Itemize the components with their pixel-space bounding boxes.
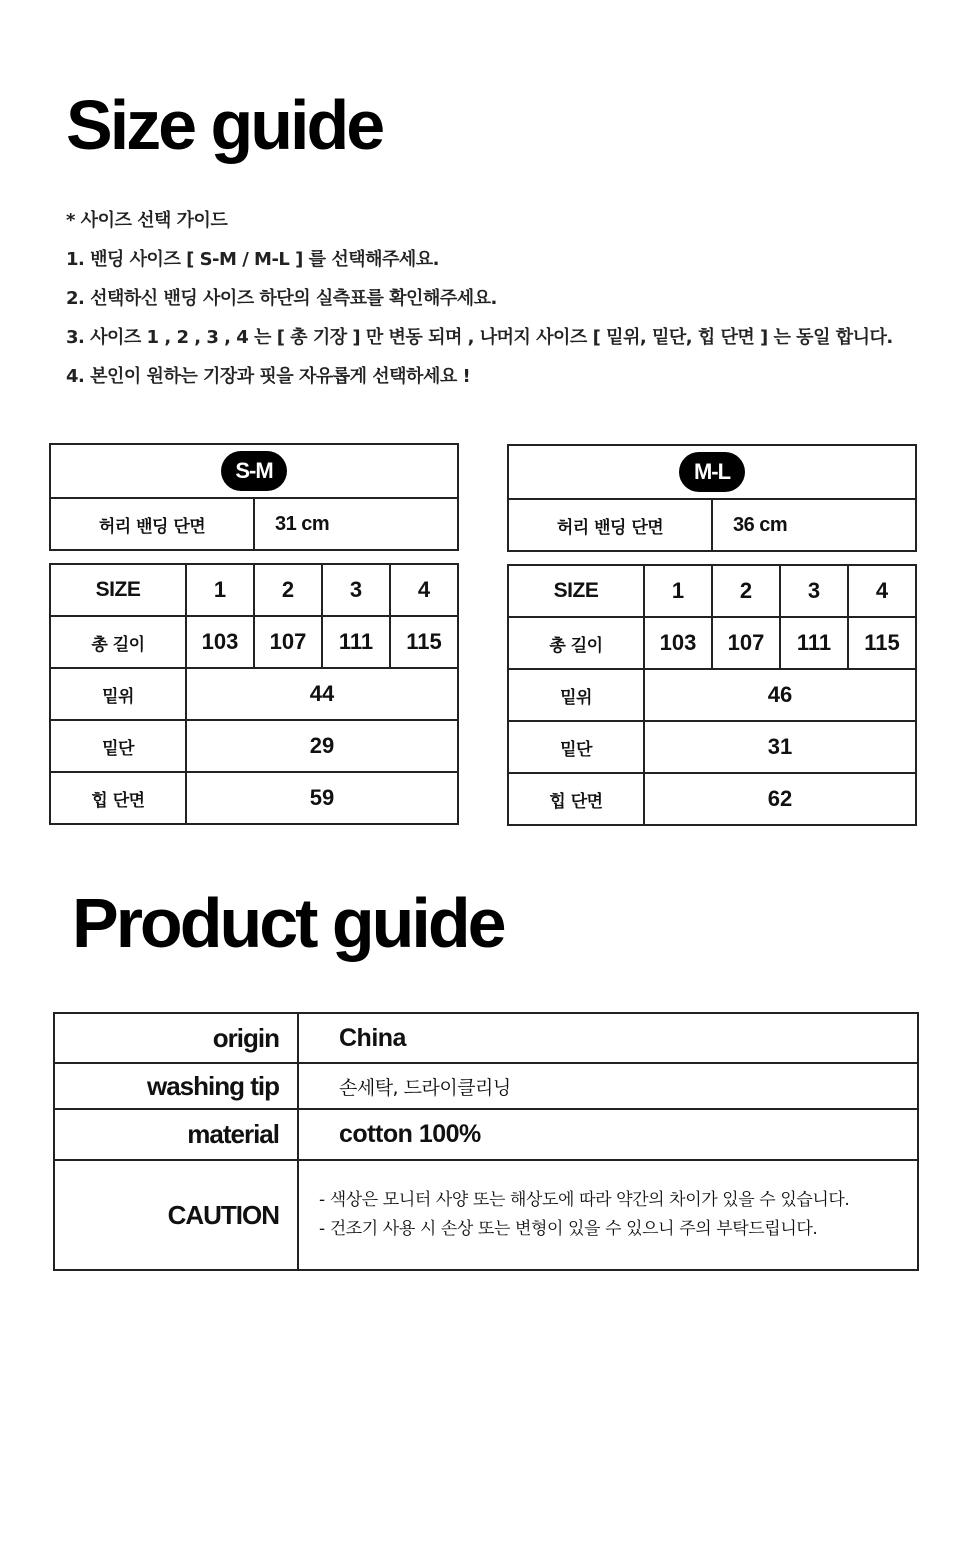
product-info-table: [53, 1012, 919, 1271]
table-row: [508, 565, 916, 617]
size-header-3: 3: [322, 564, 390, 616]
table-row: [50, 772, 458, 824]
size-header-2: 2: [254, 564, 322, 616]
length-value-4: 115: [848, 617, 916, 669]
table-row: [508, 721, 916, 773]
size-guide-title: Size guide: [66, 86, 383, 164]
hem-value: 29: [186, 720, 458, 772]
table-row: [54, 1013, 918, 1063]
origin-label: origin: [54, 1013, 298, 1063]
length-value-2: 107: [712, 617, 780, 669]
caution-line-2: - 건조기 사용 시 손상 또는 변형이 있을 수 있으니 주의 부탁드립니다.: [319, 1219, 818, 1239]
rise-value: 44: [186, 668, 458, 720]
size-badge-s-m: S-M: [221, 451, 287, 491]
origin-value: China: [298, 1013, 918, 1063]
caution-cell: [298, 1160, 918, 1270]
instruction-2: 2. 선택하신 밴딩 사이즈 하단의 실측표를 확인해주세요.: [66, 288, 497, 309]
band-table-s-m: [49, 443, 459, 551]
size-header-label: SIZE: [50, 564, 186, 616]
size-table-m-l: [507, 564, 917, 826]
hip-label: 힙 단면: [50, 772, 186, 824]
caution-label: CAUTION: [54, 1160, 298, 1270]
rise-value: 46: [644, 669, 916, 721]
band-table-m-l: [507, 444, 917, 552]
size-header-4: 4: [390, 564, 458, 616]
length-value-4: 115: [390, 616, 458, 668]
length-value-1: 103: [186, 616, 254, 668]
size-header-label: SIZE: [508, 565, 644, 617]
material-value: cotton 100%: [298, 1109, 918, 1160]
table-row: [508, 669, 916, 721]
band-value: 36 cm: [712, 499, 916, 551]
hip-label: 힙 단면: [508, 773, 644, 825]
table-row: [508, 617, 916, 669]
table-row: [50, 720, 458, 772]
instruction-header: * 사이즈 선택 가이드: [66, 210, 228, 231]
length-value-3: 111: [780, 617, 848, 669]
size-header-2: 2: [712, 565, 780, 617]
instruction-1: 1. 밴딩 사이즈 [ S-M / M-L ] 를 선택해주세요.: [66, 249, 439, 270]
size-table-s-m: [49, 563, 459, 825]
length-label: 총 길이: [50, 616, 186, 668]
band-value: 31 cm: [254, 498, 458, 550]
size-header-1: 1: [644, 565, 712, 617]
table-row: [50, 616, 458, 668]
table-row: [50, 668, 458, 720]
washing-tip-label: washing tip: [54, 1063, 298, 1109]
instruction-3: 3. 사이즈 1 , 2 , 3 , 4 는 [ 총 기장 ] 만 변동 되며 , 나머지 사이즈 [ 밑위, 밑단, 힙 단면 ] 는 동일 합니다.: [66, 327, 893, 348]
length-value-3: 111: [322, 616, 390, 668]
size-header-4: 4: [848, 565, 916, 617]
hem-label: 밑단: [508, 721, 644, 773]
size-header-3: 3: [780, 565, 848, 617]
size-header-1: 1: [186, 564, 254, 616]
rise-label: 밑위: [508, 669, 644, 721]
length-value-1: 103: [644, 617, 712, 669]
hip-value: 59: [186, 772, 458, 824]
table-row: [54, 1063, 918, 1109]
band-header-cell: [50, 444, 458, 498]
caution-line-1: - 색상은 모니터 사양 또는 해상도에 따라 약간의 차이가 있을 수 있습니다.: [319, 1190, 850, 1210]
size-instructions: [66, 206, 926, 401]
size-badge-m-l: M-L: [679, 452, 745, 492]
length-value-2: 107: [254, 616, 322, 668]
band-label: 허리 밴딩 단면: [508, 499, 712, 551]
material-label: material: [54, 1109, 298, 1160]
band-header-cell: [508, 445, 916, 499]
rise-label: 밑위: [50, 668, 186, 720]
hem-value: 31: [644, 721, 916, 773]
table-row: [50, 564, 458, 616]
table-row: [508, 773, 916, 825]
hem-label: 밑단: [50, 720, 186, 772]
product-guide-title: Product guide: [72, 884, 504, 962]
table-row: [54, 1109, 918, 1160]
length-label: 총 길이: [508, 617, 644, 669]
table-row: [54, 1160, 918, 1270]
hip-value: 62: [644, 773, 916, 825]
band-label: 허리 밴딩 단면: [50, 498, 254, 550]
washing-tip-value: 손세탁, 드라이클리닝: [298, 1063, 918, 1109]
instruction-4: 4. 본인이 원하는 기장과 핏을 자유롭게 선택하세요 !: [66, 366, 471, 387]
